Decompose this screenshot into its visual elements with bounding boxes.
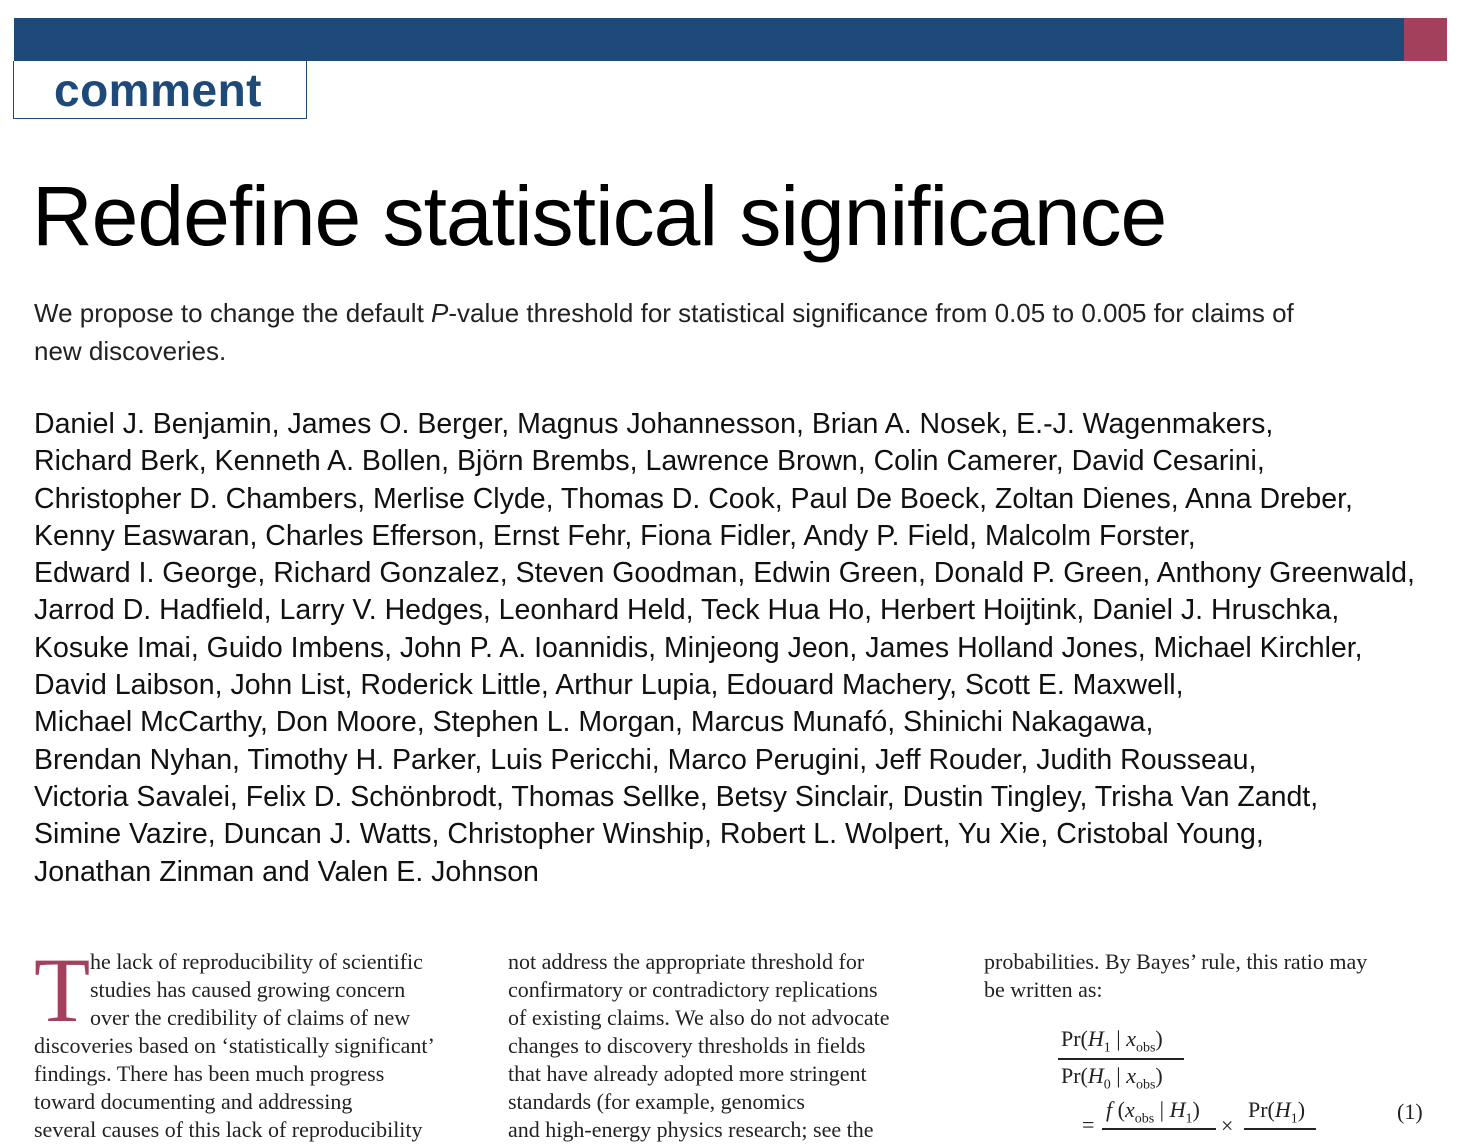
body-column-2 <box>508 948 948 1144</box>
eq-equals-sign: = <box>1082 1112 1095 1137</box>
body-line: and high-energy physics research; see the <box>508 1117 874 1142</box>
author-line: Richard Berk, Kenneth A. Bollen, Björn Brembs, Lawrence Brown, Colin Camerer, David Cesarini, <box>34 445 1265 478</box>
body-line: he lack of reproducibility of scientific <box>90 949 423 974</box>
eq-posterior-numerator: $Pr(H_1$ | $x_{obs}$) <box>1061 1026 1163 1056</box>
body-line: standards (for example, genomics <box>508 1089 805 1114</box>
eq-fraction-bar <box>1058 1058 1184 1060</box>
author-line: Edward I. George, Richard Gonzalez, Steven Goodman, Edwin Green, Donald P. Green, Anthony Greenwald, <box>34 557 1415 590</box>
eq-fraction-bar <box>1244 1128 1316 1130</box>
eq-likelihood-numerator: f ($x_{obs}$ | $H_1$) <box>1106 1097 1200 1127</box>
standfirst-text-3: new discoveries. <box>34 336 227 366</box>
author-line: Kosuke Imai, Guido Imbens, John P. A. Ioannidis, Minjeong Jeon, James Holland Jones, Michael Kirchler, <box>34 631 1363 664</box>
body-line: findings. There has been much progress <box>34 1061 385 1086</box>
author-line: Brendan Nyhan, Timothy H. Parker, Luis Pericchi, Marco Perugini, Jeff Rouder, Judith Rousseau, <box>34 743 1257 776</box>
author-line: Daniel J. Benjamin, James O. Berger, Magnus Johannesson, Brian A. Nosek, E.-J. Wagenmakers, <box>34 408 1274 440</box>
author-line: Jonathan Zinman and Valen E. Johnson <box>34 855 539 888</box>
body-line: changes to discovery thresholds in fields <box>508 1033 866 1058</box>
article-title: Redefine statistical significance <box>32 169 1167 263</box>
body-column-3 <box>984 948 1434 1004</box>
standfirst <box>34 294 1414 370</box>
section-label: comment <box>54 64 262 116</box>
body-line: discoveries based on ‘statistically significant’ <box>34 1033 435 1058</box>
author-list <box>34 406 1444 891</box>
header-accent-block <box>1404 18 1447 61</box>
body-line: not address the appropriate threshold for <box>508 949 865 974</box>
body-line: be written as: <box>984 977 1103 1002</box>
author-line: David Laibson, John List, Roderick Little, Arthur Lupia, Edouard Machery, Scott E. Maxwell, <box>34 669 1184 702</box>
author-line: Kenny Easwaran, Charles Efferson, Ernst Fehr, Fiona Fidler, Andy P. Field, Malcolm Forster, <box>34 519 1196 552</box>
body-line: over the credibility of claims of new <box>90 1005 411 1030</box>
eq-prior-numerator: $Pr(H_1)$ <box>1248 1097 1306 1127</box>
body-line: confirmatory or contradictory replications <box>508 977 878 1002</box>
body-line: probabilities. By Bayes’ rule, this ratio may <box>984 949 1368 974</box>
header-bar <box>14 18 1404 61</box>
author-line: Michael McCarthy, Don Moore, Stephen L. Morgan, Marcus Munafó, Shinichi Nakagawa, <box>34 706 1154 739</box>
body-line: several causes of this lack of reproducibility <box>34 1117 423 1142</box>
body-line: toward documenting and addressing <box>34 1089 353 1114</box>
section-tab <box>13 61 307 119</box>
drop-cap: T <box>34 939 91 1041</box>
body-line: that have already adopted more stringent <box>508 1061 867 1086</box>
eq-times-sign: × <box>1221 1113 1234 1138</box>
equation-number: (1) <box>1397 1099 1423 1124</box>
eq-fraction-bar <box>1102 1128 1216 1130</box>
author-line: Simine Vazire, Duncan J. Watts, Christopher Winship, Robert L. Wolpert, Yu Xie, Cristobal Young, <box>34 818 1264 851</box>
author-line: Christopher D. Chambers, Merlise Clyde, Thomas D. Cook, Paul De Boeck, Zoltan Dienes, Anna Dreber, <box>34 482 1353 515</box>
body-line: studies has caused growing concern <box>90 977 406 1002</box>
standfirst-italic-p: P <box>431 298 449 328</box>
body-line: of existing claims. We also do not advocate <box>508 1005 890 1030</box>
eq-posterior-denominator: $Pr(H_0$ | $x_{obs}$) <box>1061 1063 1163 1093</box>
standfirst-text-2: -value threshold for statistical significance from 0.05 to 0.005 for claims of <box>448 298 1294 328</box>
standfirst-text-1: We propose to change the default <box>34 298 432 328</box>
body-column-1 <box>34 939 484 1144</box>
author-line: Victoria Savalei, Felix D. Schönbrodt, Thomas Sellke, Betsy Sinclair, Dustin Tingley, Trisha Van Zandt, <box>34 780 1319 813</box>
author-line: Jarrod D. Hadfield, Larry V. Hedges, Leonhard Held, Teck Hua Ho, Herbert Hoijtink, Daniel J. Hruschka, <box>34 594 1340 627</box>
